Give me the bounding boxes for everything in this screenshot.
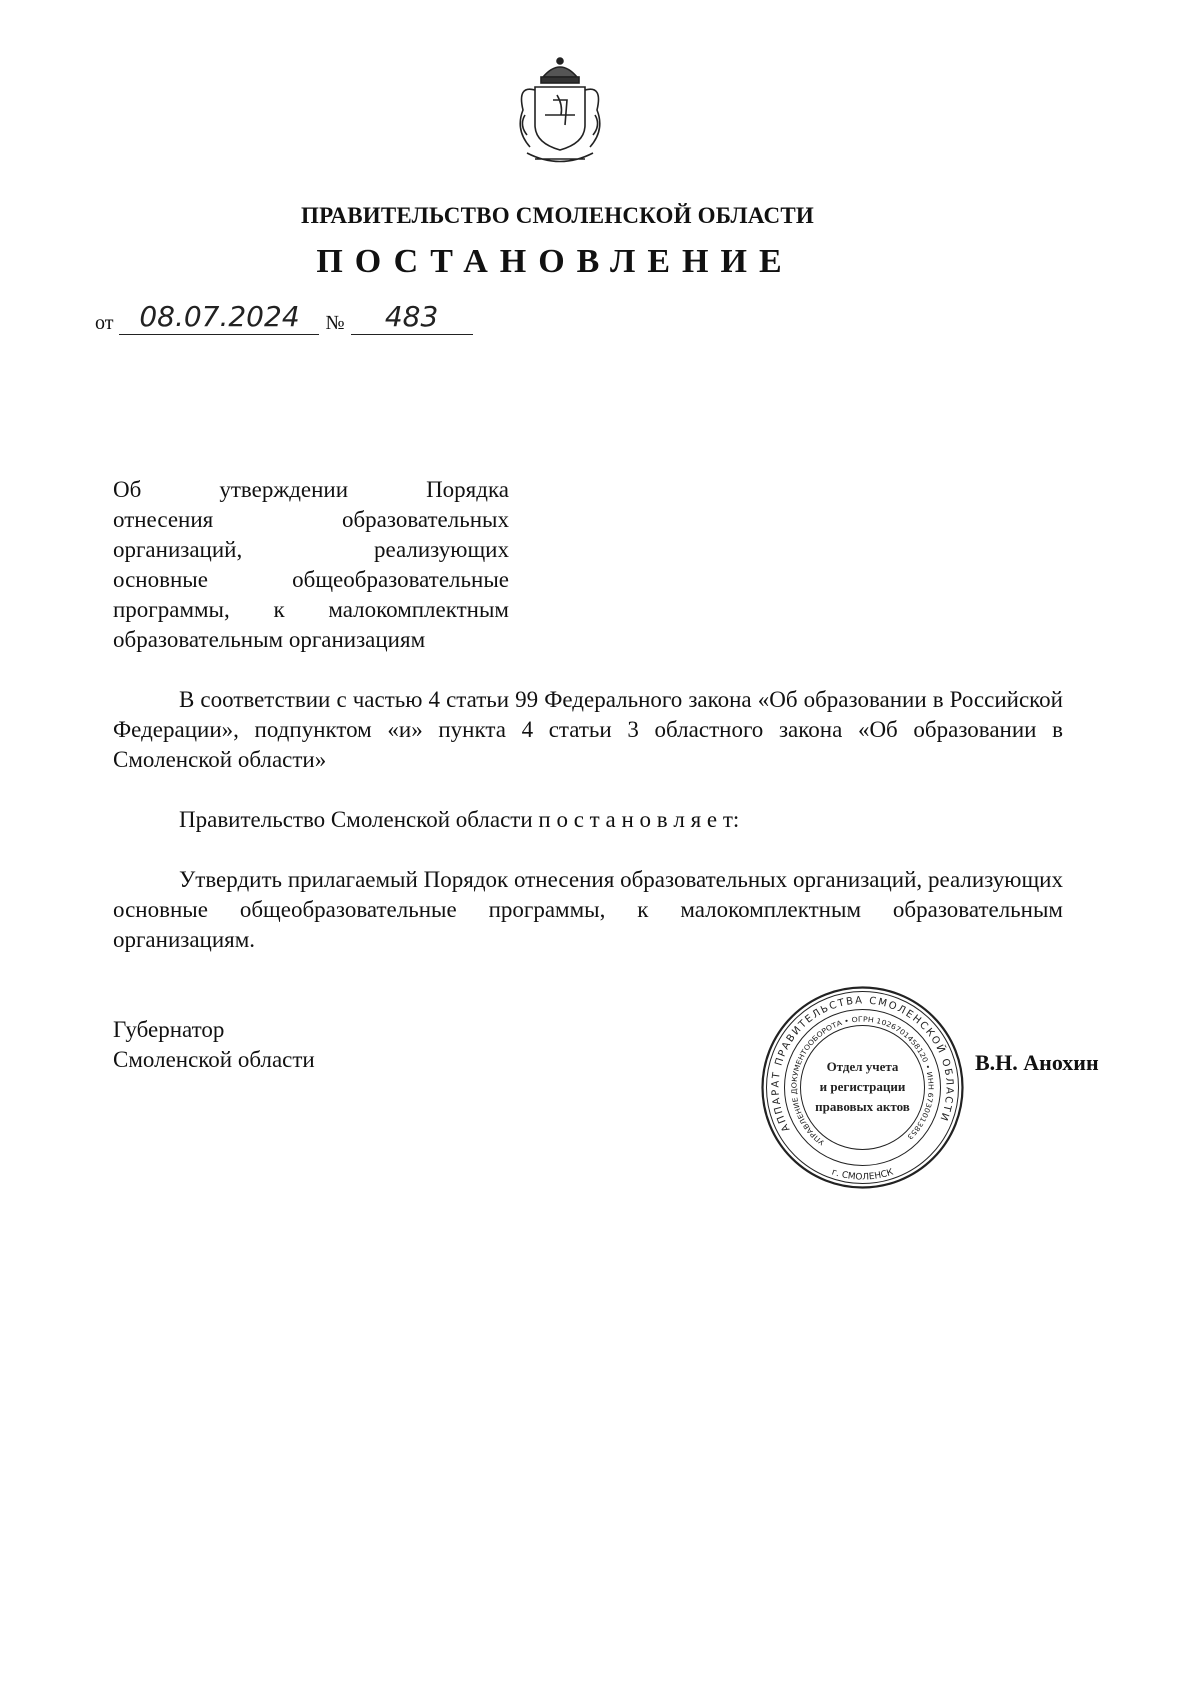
subject-line: основные общеобразовательные <box>113 567 509 592</box>
subject-line: организаций, реализующих <box>113 537 509 562</box>
subject-line: Об утверждении Порядка <box>113 477 509 502</box>
subject-line: программы, к малокомплектным <box>113 597 509 622</box>
stamp-outer-text: АППАРАТ ПРАВИТЕЛЬСТВА СМОЛЕНСКОЙ ОБЛАСТИ <box>770 995 955 1134</box>
date-prefix: от <box>95 312 114 334</box>
document-subject <box>113 475 509 655</box>
stamp-city-text: г. СМОЛЕНСК <box>830 1167 895 1183</box>
signatory-position <box>113 1015 315 1075</box>
coat-of-arms-emblem <box>505 55 615 170</box>
preamble-paragraph: В соответствии с частью 4 статьи 99 Федерального закона «Об образовании в Российской Федерации», подпунктом «и» пункта 4 статьи 3 областного закона «Об образовании в Смоленской области» <box>113 687 1063 772</box>
decision-paragraph: Утвердить прилагаемый Порядок отнесения образовательных организаций, реализующих основные общеобразовательные программы, к малокомплектным образовательным организациям. <box>113 867 1063 952</box>
stamp-center-line: правовых актов <box>815 1099 910 1114</box>
resolves-paragraph: Правительство Смоленской области п о с т а н о в л я е т: <box>179 807 740 832</box>
position-line: Смоленской области <box>113 1047 315 1072</box>
position-line: Губернатор <box>113 1017 225 1042</box>
handwritten-number: 483 <box>351 300 473 335</box>
number-prefix: № <box>325 312 345 334</box>
subject-line: образовательным организациям <box>113 627 426 652</box>
official-stamp <box>760 985 965 1190</box>
subject-line: отнесения образовательных <box>113 507 509 532</box>
handwritten-date: 08.07.2024 <box>119 300 319 335</box>
date-number-line <box>95 300 473 335</box>
stamp-center-line: Отдел учета <box>826 1059 899 1074</box>
signatory-name: В.Н. Анохин <box>975 1050 1099 1075</box>
document-type-title: ПОСТАНОВЛЕНИЕ <box>316 243 794 280</box>
stamp-center-line: и регистрации <box>819 1079 906 1094</box>
stamp-inner-text: УПРАВЛЕНИЕ ДОКУМЕНТООБОРОТА • ОГРН 1026701458120 • ИНН 6730013853 <box>790 1015 935 1147</box>
organization-title: ПРАВИТЕЛЬСТВО СМОЛЕНСКОЙ ОБЛАСТИ <box>301 203 814 228</box>
